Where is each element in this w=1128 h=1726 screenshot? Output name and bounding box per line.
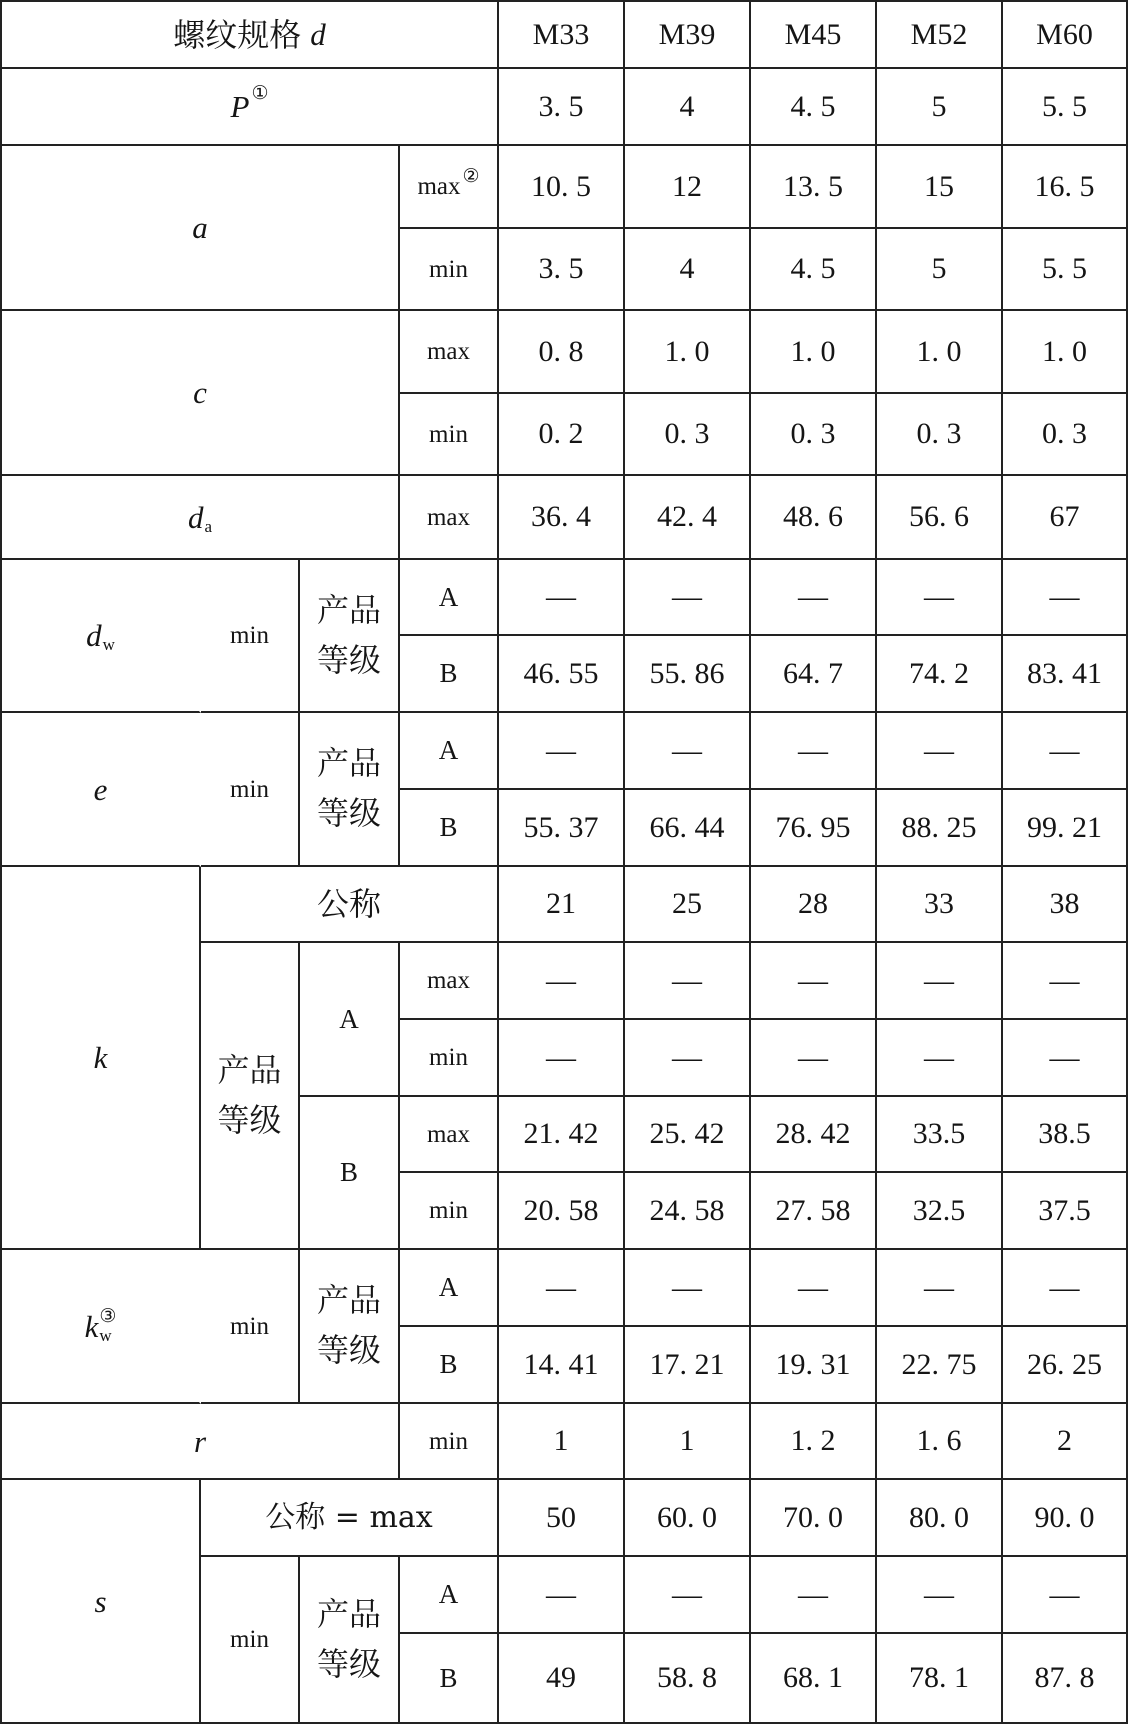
s-symbol: s: [94, 1583, 107, 1619]
k-a-min-m45: —: [751, 1020, 877, 1097]
k-b-max-label: max: [426, 1120, 471, 1148]
e-grade-b-cell: [400, 790, 499, 867]
s-limit-cell: [201, 1557, 300, 1724]
c-min-m52: 0. 3: [877, 394, 1003, 476]
r-min-m39: 1: [625, 1404, 751, 1480]
kw-grade-a-cell: [400, 1250, 499, 1327]
c-symbol: c: [193, 375, 207, 410]
a-max-m33: 10. 5: [499, 146, 625, 229]
da-max-m45: 48. 6: [751, 476, 877, 560]
dw-grade-a-m60: —: [1003, 560, 1128, 636]
da-max-m33: 36. 4: [499, 476, 625, 560]
k-a-min-m33: —: [499, 1020, 625, 1097]
s-grade-b-m33: 49: [499, 1634, 625, 1724]
da-max-label: max: [426, 503, 471, 531]
c-max-label-cell: [400, 311, 499, 394]
k-a-min-m60: —: [1003, 1020, 1128, 1097]
s-nominal-m45: 70. 0: [751, 1480, 877, 1557]
r-min-m45: 1. 2: [751, 1404, 877, 1480]
e-label-cell: [2, 713, 201, 867]
k-a-max-m33: —: [499, 943, 625, 1020]
s-nominal-m60: 90. 0: [1003, 1480, 1128, 1557]
e-symbol: e: [93, 771, 108, 807]
c-min-label: min: [429, 420, 468, 448]
da-max-m39: 42. 4: [625, 476, 751, 560]
kw-grade-b-m52: 22. 75: [877, 1327, 1003, 1404]
k-b-min-m39: 24. 58: [625, 1173, 751, 1250]
kw-subscript: w: [99, 1326, 112, 1346]
s-grade-a-label: A: [438, 1579, 459, 1609]
e-limit-cell: [201, 713, 300, 867]
k-b-max-m45: 28. 42: [751, 1097, 877, 1173]
s-grade-a-m33: —: [499, 1557, 625, 1634]
kw-grade-b-m39: 17. 21: [625, 1327, 751, 1404]
a-symbol: a: [192, 210, 208, 245]
k-nominal-m45: 28: [751, 867, 877, 943]
size-header-m33: M33: [499, 2, 625, 69]
k-b-min-m45: 27. 58: [751, 1173, 877, 1250]
dw-grade-a-cell: [400, 560, 499, 636]
kw-grade-b-m45: 19. 31: [751, 1327, 877, 1404]
a-max-footnote-mark: ②: [462, 166, 480, 187]
s-grade-label: 产品等级: [316, 1594, 381, 1683]
kw-limit-cell: [201, 1250, 300, 1404]
p-value-m45: 4. 5: [751, 69, 877, 146]
a-max-label: max: [417, 173, 461, 200]
s-grade-a-m60: —: [1003, 1557, 1128, 1634]
dw-grade-a-m39: —: [625, 560, 751, 636]
dw-grade-a-m33: —: [499, 560, 625, 636]
dw-subscript: w: [102, 635, 115, 654]
dw-grade-b-m39: 55. 86: [625, 636, 751, 713]
kw-grade-a-m45: —: [751, 1250, 877, 1327]
p-value-m39: 4: [625, 69, 751, 146]
pitch-footnote-mark: ①: [251, 83, 269, 104]
dw-grade-b-m52: 74. 2: [877, 636, 1003, 713]
kw-grade-b-label: B: [439, 1349, 458, 1379]
da-label-cell: [2, 476, 400, 560]
s-nominal-m39: 60. 0: [625, 1480, 751, 1557]
k-nominal-m39: 25: [625, 867, 751, 943]
e-grade-a-m45: —: [751, 713, 877, 790]
pitch-symbol: P: [230, 89, 250, 124]
k-symbol: k: [93, 1040, 108, 1075]
kw-grade-a-label: A: [438, 1272, 459, 1302]
c-min-m33: 0. 2: [499, 394, 625, 476]
s-nominal-label-cell: [201, 1480, 499, 1557]
size-header-m52: M52: [877, 2, 1003, 69]
s-nominal-m33: 50: [499, 1480, 625, 1557]
dw-limit-label: min: [230, 622, 269, 649]
k-nominal-label: 公称: [316, 885, 381, 923]
kw-grade-a-m52: —: [877, 1250, 1003, 1327]
size-header-m39: M39: [625, 2, 751, 69]
s-grade-a-cell: [400, 1557, 499, 1634]
da-max-m60: 67: [1003, 476, 1128, 560]
k-b-max-label-cell: [400, 1097, 499, 1173]
k-grade-a-cell: [300, 943, 400, 1097]
s-grade-a-m52: —: [877, 1557, 1003, 1634]
a-min-m45: 4. 5: [751, 229, 877, 311]
k-a-min-m52: —: [877, 1020, 1003, 1097]
da-symbol: d: [187, 499, 204, 535]
c-max-m33: 0. 8: [499, 311, 625, 394]
k-grade-b-label: B: [339, 1157, 358, 1187]
da-max-m52: 56. 6: [877, 476, 1003, 560]
dw-grade-b-cell: [400, 636, 499, 713]
a-min-m33: 3. 5: [499, 229, 625, 311]
r-symbol: r: [193, 1423, 207, 1459]
k-b-max-m39: 25. 42: [625, 1097, 751, 1173]
size-header-m60: M60: [1003, 2, 1128, 69]
c-max-m52: 1. 0: [877, 311, 1003, 394]
s-grade-b-m52: 78. 1: [877, 1634, 1003, 1724]
k-label-cell: [2, 867, 201, 1250]
dw-label-cell: [2, 560, 201, 713]
a-max-m39: 12: [625, 146, 751, 229]
k-nominal-m52: 33: [877, 867, 1003, 943]
k-a-max-m45: —: [751, 943, 877, 1020]
kw-limit-label: min: [230, 1312, 269, 1340]
dw-grade-b-m45: 64. 7: [751, 636, 877, 713]
e-grade-a-m39: —: [625, 713, 751, 790]
c-min-m39: 0. 3: [625, 394, 751, 476]
s-label-cell: [2, 1480, 201, 1724]
s-grade-b-m39: 58. 8: [625, 1634, 751, 1724]
a-max-m52: 15: [877, 146, 1003, 229]
s-grade-b-m45: 68. 1: [751, 1634, 877, 1724]
s-grade-a-m45: —: [751, 1557, 877, 1634]
c-max-label: max: [426, 338, 471, 365]
a-min-label: min: [429, 255, 468, 283]
da-max-label-cell: [400, 476, 499, 560]
k-b-max-m52: 33.5: [877, 1097, 1003, 1173]
r-min-m60: 2: [1003, 1404, 1128, 1480]
s-grade-b-m60: 87. 8: [1003, 1634, 1128, 1724]
kw-footnote-mark: ③: [99, 1306, 117, 1328]
e-grade-b-label: B: [439, 812, 458, 842]
dw-grade-a-m52: —: [877, 560, 1003, 636]
k-b-min-m60: 37.5: [1003, 1173, 1128, 1250]
kw-grade-a-m39: —: [625, 1250, 751, 1327]
k-nominal-m33: 21: [499, 867, 625, 943]
s-grade-b-label: B: [439, 1662, 458, 1693]
kw-grade-a-m60: —: [1003, 1250, 1128, 1327]
c-label-cell: [2, 311, 400, 476]
dw-grade-label: 产品等级: [316, 590, 381, 679]
e-grade-label: 产品等级: [316, 744, 381, 832]
e-grade-a-m52: —: [877, 713, 1003, 790]
r-min-m33: 1: [499, 1404, 625, 1480]
a-min-m52: 5: [877, 229, 1003, 311]
dw-grade-a-label: A: [438, 581, 459, 612]
dw-grade-b-m33: 46. 55: [499, 636, 625, 713]
k-grade-cell: [201, 943, 300, 1250]
k-a-max-label: max: [426, 967, 471, 994]
size-header-m45: M45: [751, 2, 877, 69]
p-value-m60: 5. 5: [1003, 69, 1128, 146]
c-max-m45: 1. 0: [751, 311, 877, 394]
thread-spec-label: 螺纹规格: [173, 15, 302, 54]
thread-spec-header: [2, 2, 499, 69]
kw-grade-b-m33: 14. 41: [499, 1327, 625, 1404]
a-min-label-cell: [400, 229, 499, 311]
k-b-min-m52: 32.5: [877, 1173, 1003, 1250]
e-grade-a-m60: —: [1003, 713, 1128, 790]
s-nominal-label: 公称 = max: [265, 1499, 433, 1535]
c-min-m60: 0. 3: [1003, 394, 1128, 476]
kw-grade-b-m60: 26. 25: [1003, 1327, 1128, 1404]
k-grade-label: 产品等级: [217, 1050, 282, 1139]
e-grade-b-m60: 99. 21: [1003, 790, 1128, 867]
s-grade-cell: [300, 1557, 400, 1724]
s-limit-label: min: [230, 1626, 269, 1653]
k-a-min-m39: —: [625, 1020, 751, 1097]
k-b-min-m33: 20. 58: [499, 1173, 625, 1250]
s-grade-a-m39: —: [625, 1557, 751, 1634]
a-label-cell: [2, 146, 400, 311]
r-min-label: min: [429, 1427, 468, 1455]
k-nominal-m60: 38: [1003, 867, 1128, 943]
dw-grade-b-m60: 83. 41: [1003, 636, 1128, 713]
kw-grade-cell: [300, 1250, 400, 1404]
k-grade-b-cell: [300, 1097, 400, 1250]
k-a-min-label-cell: [400, 1020, 499, 1097]
s-grade-b-cell: [400, 1634, 499, 1724]
dw-symbol: d: [86, 618, 102, 653]
r-label-cell: [2, 1404, 400, 1480]
c-max-m60: 1. 0: [1003, 311, 1128, 394]
e-grade-b-m52: 88. 25: [877, 790, 1003, 867]
da-subscript: a: [204, 516, 213, 536]
kw-grade-label: 产品等级: [316, 1281, 381, 1369]
k-a-max-m52: —: [877, 943, 1003, 1020]
k-a-max-m60: —: [1003, 943, 1128, 1020]
kw-grade-b-cell: [400, 1327, 499, 1404]
r-min-m52: 1. 6: [877, 1404, 1003, 1480]
dw-limit-cell: [201, 560, 300, 713]
dw-grade-cell: [300, 560, 400, 713]
e-grade-b-m39: 66. 44: [625, 790, 751, 867]
dw-grade-a-m45: —: [751, 560, 877, 636]
a-min-m39: 4: [625, 229, 751, 311]
e-grade-cell: [300, 713, 400, 867]
k-a-max-m39: —: [625, 943, 751, 1020]
a-max-label-cell: [400, 146, 499, 229]
kw-sub-sup: [99, 1307, 116, 1345]
r-min-label-cell: [400, 1404, 499, 1480]
a-max-m45: 13. 5: [751, 146, 877, 229]
k-b-max-m60: 38.5: [1003, 1097, 1128, 1173]
k-nominal-label-cell: [201, 867, 499, 943]
kw-grade-a-m33: —: [499, 1250, 625, 1327]
k-b-max-m33: 21. 42: [499, 1097, 625, 1173]
k-b-min-label: min: [429, 1197, 468, 1224]
a-min-m60: 5. 5: [1003, 229, 1128, 311]
s-nominal-m52: 80. 0: [877, 1480, 1003, 1557]
e-limit-label: min: [230, 775, 269, 803]
c-max-m39: 1. 0: [625, 311, 751, 394]
e-grade-a-cell: [400, 713, 499, 790]
p-value-m33: 3. 5: [499, 69, 625, 146]
p-value-m52: 5: [877, 69, 1003, 146]
c-min-m45: 0. 3: [751, 394, 877, 476]
k-grade-a-label: A: [339, 1003, 359, 1034]
k-a-max-label-cell: [400, 943, 499, 1020]
kw-symbol: k: [84, 1308, 99, 1344]
dw-grade-b-label: B: [439, 658, 458, 688]
thread-spec-symbol: d: [310, 17, 326, 52]
pitch-label-cell: [2, 69, 499, 146]
k-b-min-label-cell: [400, 1173, 499, 1250]
k-a-min-label: min: [429, 1044, 468, 1071]
c-min-label-cell: [400, 394, 499, 476]
e-grade-a-label: A: [438, 735, 459, 765]
e-grade-b-m45: 76. 95: [751, 790, 877, 867]
kw-label-cell: [2, 1250, 201, 1404]
a-max-m60: 16. 5: [1003, 146, 1128, 229]
e-grade-a-m33: —: [499, 713, 625, 790]
e-grade-b-m33: 55. 37: [499, 790, 625, 867]
